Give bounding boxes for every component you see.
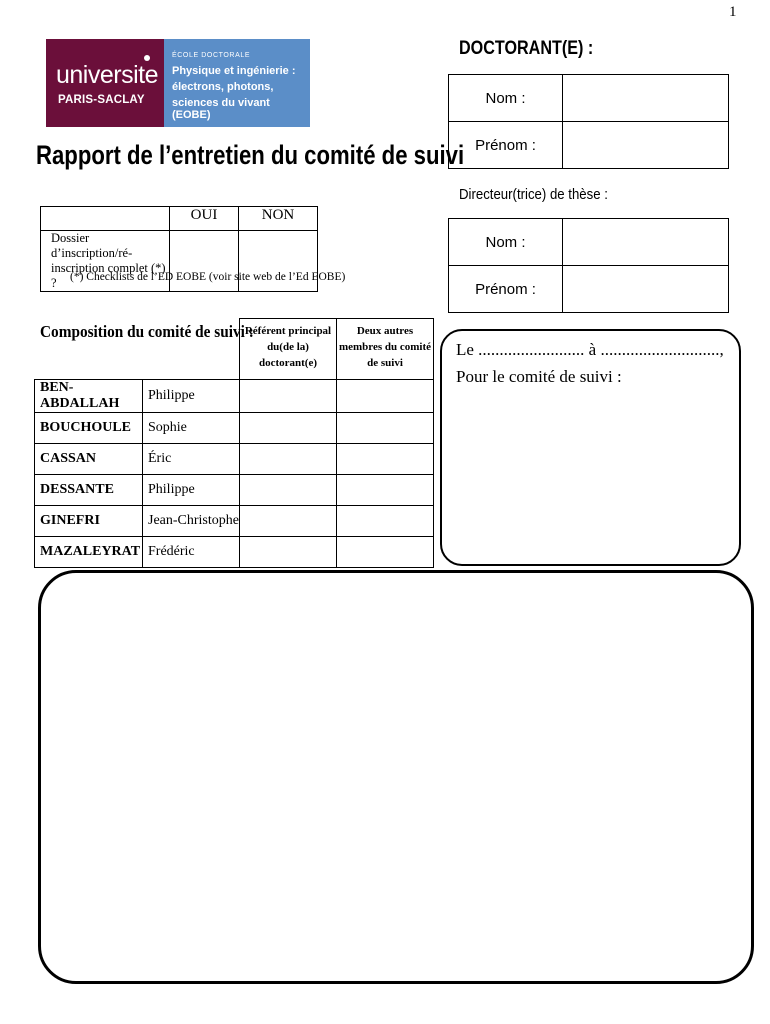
doctorant-prenom-label: Prénom : [449,122,563,169]
doctorant-nom-field[interactable] [563,75,729,122]
logo-university-word: universite [56,61,158,89]
member-last-name: GINEFRI [35,506,143,537]
logo-school-line1: Physique et ingénierie : [172,65,296,77]
directeur-nom-label: Nom : [449,219,563,266]
page-title: Rapport de l’entretien du comité de suivi [36,140,465,170]
member-others-cell[interactable] [337,413,434,444]
directeur-prenom-field[interactable] [563,266,729,313]
member-first-name: Éric [143,444,240,475]
table-row [35,506,434,537]
member-others-cell[interactable] [337,444,434,475]
member-referent-cell[interactable] [240,506,337,537]
member-referent-cell[interactable] [240,380,337,413]
member-others-cell[interactable] [337,537,434,568]
table-row [35,444,434,475]
member-referent-cell[interactable] [240,537,337,568]
member-referent-cell[interactable] [240,413,337,444]
signature-place-date: Le ......................... à ............................, [456,340,724,359]
member-last-name: BEN-ABDALLAH [35,380,143,413]
report-text-area[interactable] [38,570,754,984]
directeur-table [448,218,729,313]
page-number: 1 [729,4,737,20]
logo-school-label: ÉCOLE DOCTORALE [172,52,251,59]
doctorant-prenom-field[interactable] [563,122,729,169]
member-first-name: Frédéric [143,537,240,568]
table-row [35,475,434,506]
checklist-note: (*) Checklists de l’ED EOBE (voir site web de l’Ed EOBE) [70,271,346,283]
committee-others-header: Deux autres membres du comité de suivi [337,319,434,380]
table-row [35,537,434,568]
member-referent-cell[interactable] [240,475,337,506]
member-others-cell[interactable] [337,506,434,537]
member-first-name: Sophie [143,413,240,444]
member-first-name: Philippe [143,475,240,506]
dossier-corner-cell [41,207,170,231]
member-others-cell[interactable] [337,380,434,413]
dossier-oui-header: OUI [170,207,239,231]
dossier-non-header: NON [239,207,318,231]
logo-dot [144,55,150,61]
committee-table [34,318,434,568]
logo-school-block [164,39,310,127]
member-referent-cell[interactable] [240,444,337,475]
committee-heading: Composition du comité de suivi : [40,322,254,341]
member-last-name: DESSANTE [35,475,143,506]
directeur-heading: Directeur(trice) de thèse : [459,186,608,203]
doctorant-heading: DOCTORANT(E) : [459,38,594,59]
directeur-nom-field[interactable] [563,219,729,266]
member-last-name: MAZALEYRAT [35,537,143,568]
university-logo [46,39,310,127]
signature-committee-label: Pour le comité de suivi : [456,367,622,386]
doctorant-nom-label: Nom : [449,75,563,122]
member-first-name: Philippe [143,380,240,413]
directeur-prenom-label: Prénom : [449,266,563,313]
table-row [35,413,434,444]
signature-box[interactable] [440,329,741,566]
logo-university-sub: PARIS-SACLAY [58,94,145,106]
member-last-name: CASSAN [35,444,143,475]
logo-school-line2: électrons, photons, [172,81,274,93]
table-row [35,380,434,413]
member-first-name: Jean-Christophe [143,506,240,537]
doctorant-table [448,74,729,169]
committee-referent-header: Référent principal du(de la) doctorant(e) [240,319,337,380]
member-last-name: BOUCHOULE [35,413,143,444]
member-others-cell[interactable] [337,475,434,506]
logo-school-line3: sciences du vivant (EOBE) [172,97,270,121]
logo-university-block [46,39,164,127]
dossier-row-label: Dossier d’inscription/ré-inscription complet (*) ? [41,231,170,292]
